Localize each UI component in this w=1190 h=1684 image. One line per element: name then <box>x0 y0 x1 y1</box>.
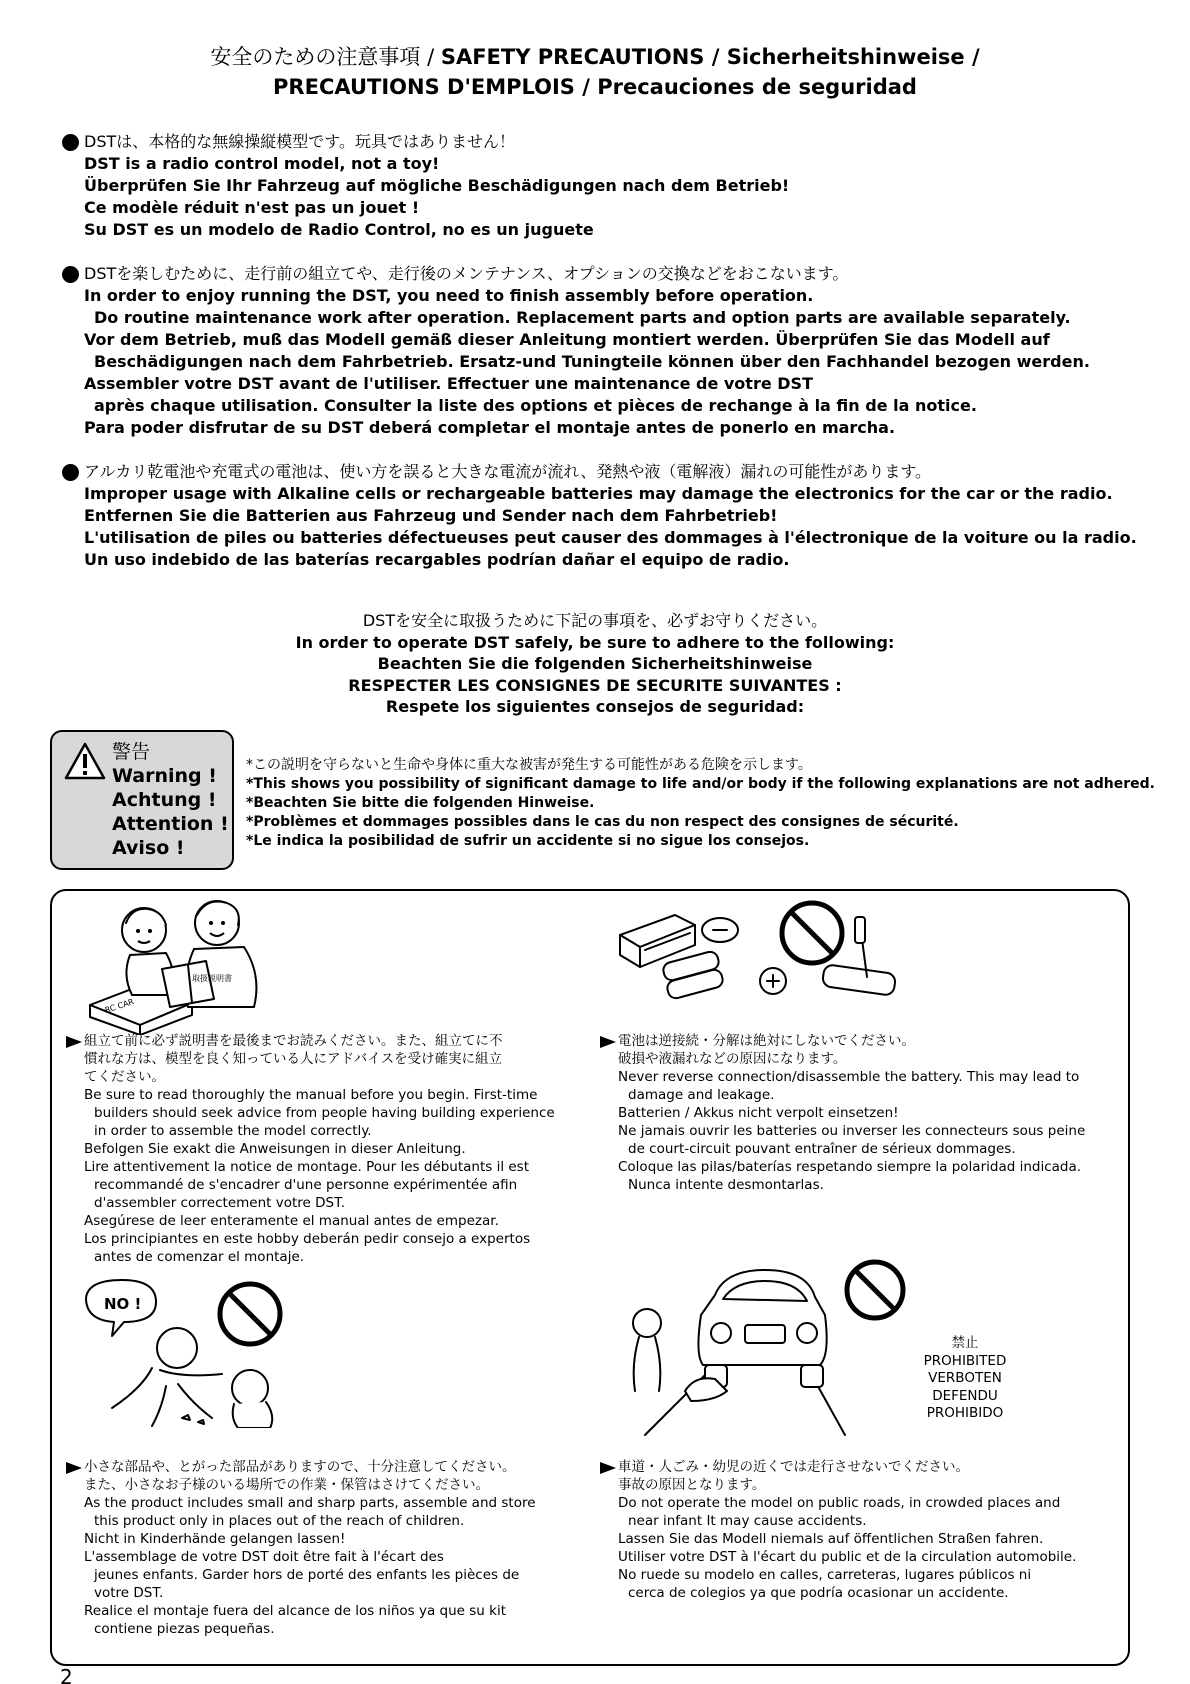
warning-text-line: *This shows you possibility of significant damage to life and/or body if the following explanations are not adhered. <box>246 776 1155 792</box>
precaution-line: Los principiantes en este hobby deberán pedir consejo a expertos <box>84 1231 531 1247</box>
bullet-line: Assembler votre DST avant de l'utiliser. Effectuer une maintenance de votre DST <box>84 374 813 393</box>
instructions-jp: DSTを安全に取扱うために下記の事項を、必ずお守りください。 <box>362 611 828 630</box>
precaution-jp: 組立て前に必ず説明書を最後までお読みください。また、組立てに不 <box>84 1033 503 1049</box>
battery-precaution <box>618 1032 1085 1194</box>
warning-label: Warning ! <box>112 765 217 787</box>
bullet-line: Beschädigungen nach dem Fahrbetrieb. Ersatz-und Tuningteile können über den Fachhandel bezogen werden. <box>94 352 1090 371</box>
precaution-line: Befolgen Sie exakt die Anweisungen in dieser Anleitung. <box>84 1141 466 1157</box>
bullet-line: Entfernen Sie die Batterien aus Fahrzeug und Sender nach dem Fahrbetrieb! <box>84 506 778 525</box>
warning-label: Achtung ! <box>112 789 217 811</box>
bullet-line: Vor dem Betrieb, muß das Modell gemäß dieser Anleitung montiert werden. Überprüfen Sie das Modell auf <box>84 330 1050 349</box>
precaution-line: L'assemblage de votre DST doit être fait à l'écart des <box>84 1549 444 1565</box>
precaution-line: Nicht in Kinderhände gelangen lassen! <box>84 1531 346 1547</box>
warning-text-jp: *この説明を守らないと生命や身体に重大な被害が発生する可能性がある危険を示します。 <box>246 757 812 773</box>
bullet-line: Improper usage with Alkaline cells or rechargeable batteries may damage the electronics for the car or the radio. <box>84 484 1113 503</box>
bullet-line: L'utilisation de piles ou batteries défectueuses peut causer des dommages à l'électronique de la voiture ou la radio. <box>84 528 1137 547</box>
prohibited-line: DEFENDU <box>932 1387 998 1404</box>
precaution-line: Lassen Sie das Modell niemals auf öffentlichen Straßen fahren. <box>618 1531 1044 1547</box>
read-manual-precaution <box>84 1032 555 1266</box>
instructions-line: RESPECTER LES CONSIGNES DE SECURITE SUIVANTES : <box>348 675 842 695</box>
bullet-dot-icon <box>62 134 79 151</box>
car-public-road-illustration <box>625 1255 925 1440</box>
prohibited-label <box>910 1335 1020 1423</box>
reading-manual-illustration <box>82 895 272 1035</box>
precaution-line: No ruede su modelo en calles, carreteras, lugares públicos ni <box>618 1567 1032 1583</box>
precaution-line: de court-circuit pouvant entraîner de sérieux dommages. <box>628 1141 1016 1157</box>
bullet-line: Ce modèle réduit n'est pas un jouet ! <box>84 198 420 217</box>
precaution-line: in order to assemble the model correctly. <box>94 1123 372 1139</box>
warning-text-line: *Beachten Sie bitte die folgenden Hinweise. <box>246 795 595 811</box>
bullet-line: après chaque utilisation. Consulter la liste des options et pièces de rechange à la fin de la notice. <box>94 396 977 415</box>
precaution-line: Coloque las pilas/baterías respetando siempre la polaridad indicada. <box>618 1159 1082 1175</box>
precaution-line: votre DST. <box>94 1585 164 1601</box>
bullet-maintenance <box>62 263 1122 439</box>
page-number: 2 <box>60 1665 73 1684</box>
precaution-jp: また、小さなお子様のいる場所での作業・保管はさけてください。 <box>84 1477 489 1493</box>
bullet-toy-warning <box>62 131 1122 241</box>
battery-illustration <box>615 895 915 1010</box>
precaution-jp: 破損や液漏れなどの原因になります。 <box>618 1051 847 1067</box>
bullet-line: Para poder disfrutar de su DST deberá completar el montaje antes de ponerlo en marcha. <box>84 418 896 437</box>
arrow-icon <box>66 1462 82 1474</box>
precaution-line: Utiliser votre DST à l'écart du public et de la circulation automobile. <box>618 1549 1077 1565</box>
instructions-line: Respete los siguientes consejos de seguridad: <box>385 697 805 716</box>
warning-text-line: *Le indica la posibilidad de sufrir un accidente si no sigue los consejos. <box>246 833 810 849</box>
arrow-icon <box>66 1036 82 1048</box>
bullet-jp: DSTは、本格的な無線操縦模型です。玩具ではありません！ <box>84 132 515 151</box>
warning-triangle-icon <box>64 742 106 780</box>
precaution-line: antes de comenzar el montaje. <box>94 1249 305 1265</box>
bullet-line: DST is a radio control model, not a toy! <box>84 154 440 173</box>
bullet-line: In order to enjoy running the DST, you need to finish assembly before operation. <box>84 286 814 305</box>
public-roads-precaution <box>618 1458 1076 1602</box>
child-small-parts-illustration <box>82 1278 292 1428</box>
precaution-line: As the product includes small and sharp parts, assemble and store <box>84 1495 536 1511</box>
prohibited-line: PROHIBITED <box>923 1352 1007 1369</box>
precaution-line: this product only in places out of the reach of children. <box>94 1513 465 1529</box>
instructions-line: Beachten Sie die folgenden Sicherheitshinweise <box>377 654 813 673</box>
precaution-jp: 事故の原因となります。 <box>618 1477 766 1493</box>
precaution-line: near infant It may cause accidents. <box>628 1513 867 1529</box>
precaution-line: damage and leakage. <box>628 1087 775 1103</box>
precaution-line: Lire attentivement la notice de montage. Pour les débutants il est <box>84 1159 529 1175</box>
prohibited-line: PROHIBIDO <box>926 1405 1004 1421</box>
precaution-line: Never reverse connection/disassemble the battery. This may lead to <box>618 1069 1080 1085</box>
instructions-line: In order to operate DST safely, be sure to adhere to the following: <box>295 632 895 652</box>
precaution-line: Ne jamais ouvrir les batteries ou inverser les connecteurs sous peine <box>618 1123 1086 1139</box>
prohibited-sign-icon <box>847 1262 903 1318</box>
precaution-line: contiene piezas pequeñas. <box>94 1621 275 1637</box>
rc-car-box-text: RC CAR <box>103 997 136 1015</box>
warning-text-line: *Problèmes et dommages possibles dans le cas du non respect des consignes de sécurité. <box>246 814 959 830</box>
precaution-jp: 車道・人ごみ・幼児の近くでは走行させないでください。 <box>618 1459 969 1475</box>
bullet-line: Un uso indebido de las baterías recargables podrían dañar el equipo de radio. <box>84 550 790 569</box>
precaution-line: cerca de colegios ya que podría ocasionar un accidente. <box>628 1585 1009 1601</box>
bullet-line: Do routine maintenance work after operation. Replacement parts and option parts are available separately. <box>94 308 1071 327</box>
safety-instructions <box>0 610 1190 718</box>
bullet-jp: アルカリ乾電池や充電式の電池は、使い方を誤ると大きな電流が流れ、発熱や液（電解液）漏れの可能性があります。 <box>84 462 932 481</box>
precaution-line: recommandé de s'encadrer d'une personne expérimentée afin <box>94 1177 518 1193</box>
precaution-jp: 小さな部品や、とがった部品がありますので、十分注意してください。 <box>84 1459 516 1475</box>
bullet-dot-icon <box>62 464 79 481</box>
precaution-line: Do not operate the model on public roads, in crowded places and <box>618 1495 1061 1511</box>
prohibited-jp: 禁止 <box>951 1335 979 1351</box>
precaution-line: Batterien / Akkus nicht verpolt einsetzen! <box>618 1105 899 1121</box>
precaution-jp: 電池は逆接続・分解は絶対にしないでください。 <box>618 1033 915 1049</box>
arrow-icon <box>600 1462 616 1474</box>
arrow-icon <box>600 1036 616 1048</box>
bullet-jp: DSTを楽しむために、走行前の組立てや、走行後のメンテナンス、オプションの交換などをおこないます。 <box>84 264 849 283</box>
precaution-jp: 慣れな方は、模型を良く知っている人にアドバイスを受け確実に組立 <box>84 1051 503 1067</box>
warning-jp: 警告 <box>112 741 151 763</box>
bullet-line: Su DST es un modelo de Radio Control, no es un juguete <box>84 220 594 239</box>
title-jp: 安全のための注意事項 / <box>210 45 441 69</box>
prohibited-line: VERBOTEN <box>928 1370 1002 1386</box>
warning-label: Attention ! <box>112 813 229 835</box>
precaution-line: Asegúrese de leer enteramente el manual antes de empezar. <box>84 1213 499 1229</box>
bullet-batteries <box>62 461 1137 571</box>
bullet-line: Überprüfen Sie Ihr Fahrzeug auf mögliche Beschädigungen nach dem Betrieb! <box>84 176 790 195</box>
prohibited-sign-icon <box>220 1284 280 1344</box>
warning-box <box>50 730 234 870</box>
no-bubble-text: NO ! <box>104 1295 142 1313</box>
precaution-jp: てください。 <box>84 1069 165 1085</box>
precaution-line: Be sure to read thoroughly the manual before you begin. First-time <box>84 1087 538 1103</box>
title-line1: SAFETY PRECAUTIONS / Sicherheitshinweise / <box>440 45 980 69</box>
small-parts-precaution <box>84 1458 536 1638</box>
precaution-line: Realice el montaje fuera del alcance de los niños ya que su kit <box>84 1603 507 1619</box>
warning-label: Aviso ! <box>112 837 185 859</box>
title-line2: PRECAUTIONS D'EMPLOIS / Precauciones de seguridad <box>273 75 917 99</box>
page-title <box>0 42 1190 102</box>
precaution-line: Nunca intente desmontarlas. <box>628 1177 824 1193</box>
precaution-line: builders should seek advice from people having building experience <box>94 1105 555 1121</box>
precaution-line: d'assembler correctement votre DST. <box>94 1195 346 1211</box>
manual-book-text: 取扱説明書 <box>192 974 232 983</box>
precaution-line: jeunes enfants. Garder hors de porté des enfants les pièces de <box>94 1567 520 1583</box>
bullet-dot-icon <box>62 266 79 283</box>
warning-explanation <box>246 756 1155 851</box>
prohibited-sign-icon <box>782 903 842 963</box>
